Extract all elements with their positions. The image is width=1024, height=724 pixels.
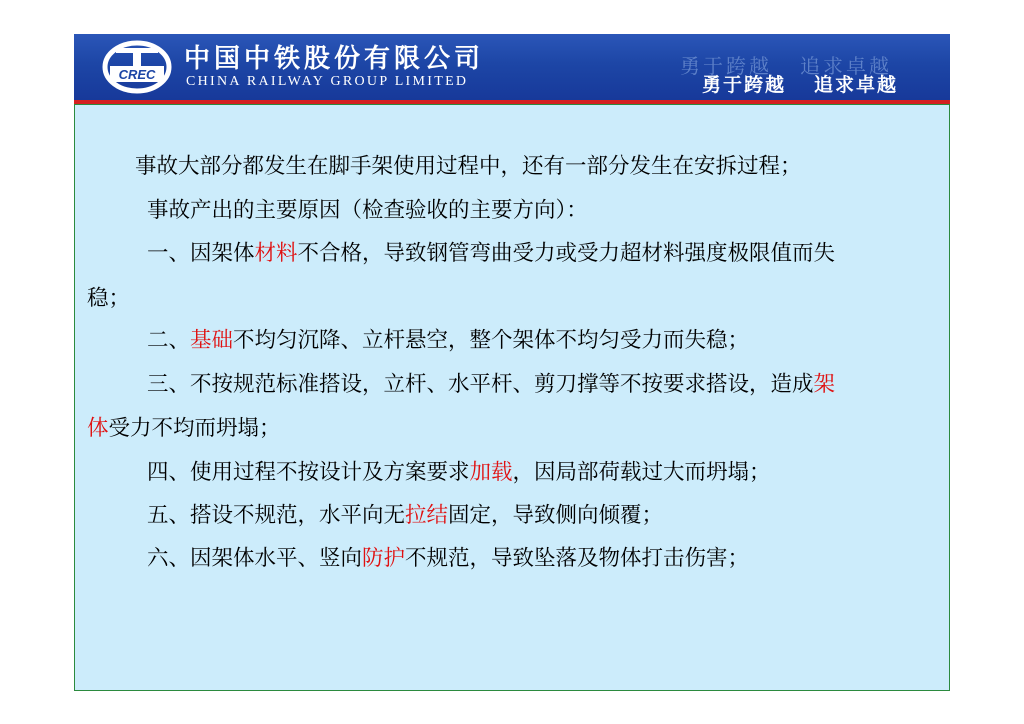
company-name-cn: 中国中铁股份有限公司 — [184, 44, 485, 74]
list-item: 三、不按规范标准搭设，立杆、水平杆、剪刀撑等不按要求搭设，造成架 — [147, 372, 836, 397]
list-item: 一、因架体材料不合格，导致钢管弯曲受力或受力超材料强度极限值而失 — [147, 241, 836, 266]
crec-logo-icon — [102, 40, 172, 94]
header-banner — [74, 34, 950, 100]
list-item: 五、搭设不规范，水平向无拉结固定，导致侧向倾覆； — [147, 503, 664, 528]
list-item: 二、基础不均匀沉降、立杆悬空，整个架体不均匀受力而失稳； — [147, 328, 750, 353]
intro-line: 事故大部分都发生在脚手架使用过程中，还有一部分发生在安拆过程； — [135, 154, 802, 179]
slogan — [702, 70, 926, 97]
list-item-continuation: 体受力不均而坍塌； — [87, 416, 281, 441]
logo-text: CREC — [118, 67, 156, 82]
list-item: 四、使用过程不按设计及方案要求加载，因局部荷载过大而坍塌； — [147, 460, 771, 485]
slogan-part-1: 勇于跨越 — [702, 74, 787, 96]
reasons-heading: 事故产出的主要原因（检查验收的主要方向）： — [147, 198, 588, 223]
slogan-part-2: 追求卓越 — [814, 74, 899, 96]
list-item: 六、因架体水平、竖向防护不规范，导致坠落及物体打击伤害； — [147, 546, 750, 571]
slogan-watermark: 勇于跨越 追求卓越 — [680, 54, 892, 78]
content-panel — [74, 104, 950, 691]
company-name-en: CHINA RAILWAY GROUP LIMITED — [186, 74, 469, 89]
list-item-continuation: 稳； — [87, 286, 131, 311]
